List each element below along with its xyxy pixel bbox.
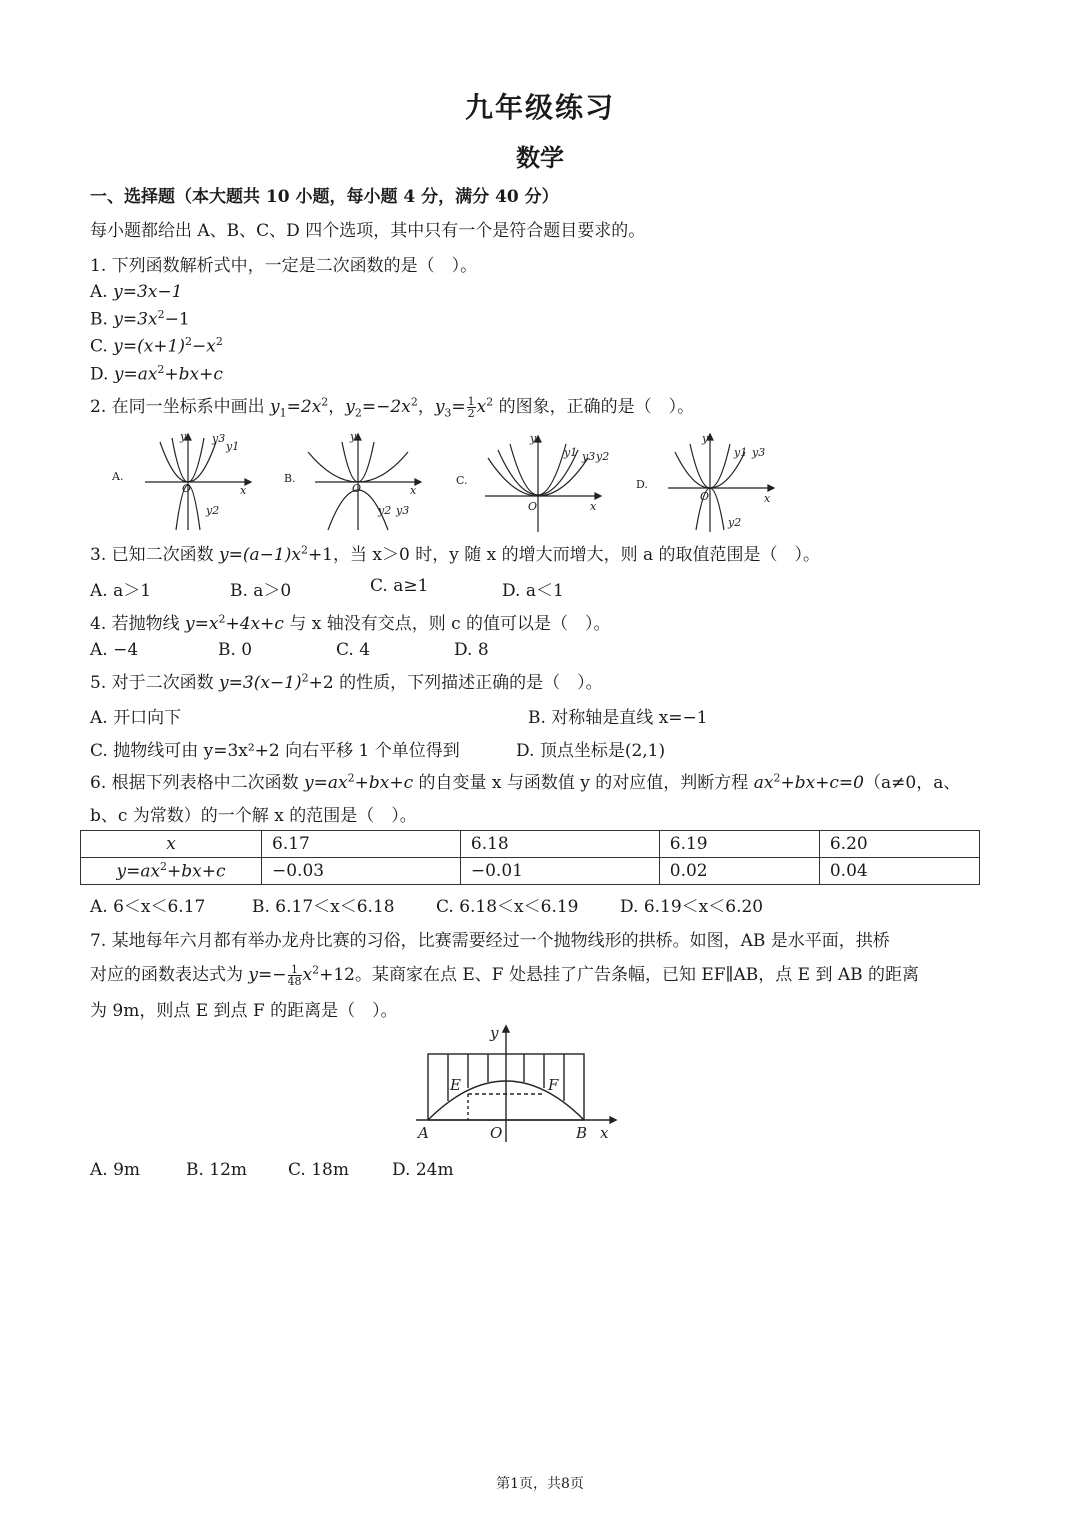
svg-text:y2: y2 [728, 516, 742, 529]
svg-text:y2: y2 [378, 504, 392, 517]
q3-option-b: B. a＞0 [230, 581, 292, 601]
q5-option-b: B. 对称轴是直线 x=−1 [528, 708, 708, 728]
svg-text:O: O [182, 482, 192, 495]
q7-origin: O [490, 1124, 503, 1142]
section-heading: 一、选择题（本大题共 10 小题，每小题 4 分，满分 40 分） [90, 187, 559, 207]
svg-text:y3: y3 [212, 432, 226, 445]
table-row [81, 858, 980, 885]
svg-text:y1: y1 [564, 446, 578, 459]
svg-text:x: x [240, 484, 247, 497]
table-cell: 6.18 [460, 831, 659, 858]
svg-text:y: y [530, 432, 537, 445]
q3-option-c: C. a≥1 [370, 576, 429, 596]
subject-title: 数学 [516, 143, 564, 172]
q2-label-c: C. [456, 474, 468, 487]
table-cell: −0.03 [262, 858, 461, 885]
svg-text:y2: y2 [596, 450, 610, 463]
q3-option-d: D. a＜1 [502, 581, 564, 601]
q7-option-a: A. 9m [90, 1160, 141, 1180]
svg-text:x: x [590, 500, 597, 513]
svg-text:x: x [764, 492, 771, 505]
q2-label-a: A. [112, 470, 124, 483]
svg-text:O: O [700, 490, 710, 503]
svg-text:y1: y1 [226, 440, 240, 453]
q2-label-b: B. [284, 472, 296, 485]
table-cell: 0.04 [819, 858, 979, 885]
q4-option-b: B. 0 [218, 640, 253, 660]
q7-point-f: F [548, 1076, 559, 1094]
q7-line3: 为 9m，则点 E 到点 F 的距离是（ ）。 [90, 1001, 398, 1021]
q7-line1: 7. 某地每年六月都有举办龙舟比赛的习俗，比赛需要经过一个抛物线形的拱桥。如图，AB 是水平面，拱桥 [90, 931, 890, 951]
q6-stem: 6. 根据下列表格中二次函数 $y=ax^2+bx+c$ 的自变量 x 与函数值 y 的对应值，判断方程 $ax^2+bx+c=0(a\ne 0$，a、 [90, 771, 961, 793]
q5-option-d: D. 顶点坐标是(2,1) [516, 741, 666, 761]
q7-point-e: E [450, 1076, 461, 1094]
svg-text:y2: y2 [206, 504, 220, 517]
q7-point-a: A [418, 1124, 429, 1142]
svg-text:y: y [180, 430, 187, 443]
table-cell: 6.20 [819, 831, 979, 858]
q7-option-b: B. 12m [186, 1160, 248, 1180]
q7-line2: 对应的函数表达式为 y=− $\frac{1}{48}$ $x^2+12$。某商家在点 E、F 处悬挂了广告条幅，已知 EF∥AB，点 E 到 AB 的距离 [90, 963, 920, 988]
svg-text:O: O [352, 482, 362, 495]
svg-text:y3: y3 [396, 504, 410, 517]
table-cell: −0.01 [460, 858, 659, 885]
q6-option-d: D. 6.19＜x＜6.20 [620, 897, 764, 917]
q1-option-b: B. $y=3x^2-1$ [90, 308, 190, 330]
svg-text:x: x [410, 484, 417, 497]
q6-option-b: B. 6.17＜x＜6.18 [252, 897, 395, 917]
page-footer: 第1页，共8页 [496, 1476, 584, 1492]
q1-option-a: A. y=3x−1 [90, 282, 183, 302]
table-header-y: $y=ax^2+bx+c$ [81, 858, 262, 885]
q2-label-d: D. [636, 478, 648, 491]
table-header-x: x [81, 831, 262, 858]
q2-stem: 2. 在同一坐标系中画出 $y_1=2x^2$，$y_2=-2x^2$，$y_3=$ $\frac{1}{2}$ $x^2$ 的图象，正确的是（ ）。 [90, 395, 695, 420]
q3-option-a: A. a＞1 [90, 581, 152, 601]
svg-text:y3: y3 [582, 450, 596, 463]
q5-option-a: A. 开口向下 [90, 708, 182, 728]
q7-option-c: C. 18m [288, 1160, 349, 1180]
table-cell: 0.02 [659, 858, 819, 885]
svg-text:y: y [702, 432, 709, 445]
q5-stem: 5. 对于二次函数 $y=3(x-1)^2+2$ 的性质，下列描述正确的是（ ）。 [90, 671, 603, 693]
table-cell: 6.17 [262, 831, 461, 858]
q1-option-c: C. $y=(x+1)^2-x^2$ [90, 335, 223, 357]
q7-axis-y: y [490, 1024, 499, 1042]
q6-stem-line2: b、c 为常数）的一个解 x 的范围是（ ）。 [90, 806, 417, 826]
q1-option-d: D. $y=ax^2+bx+c$ [90, 363, 223, 385]
q1-stem: 1. 下列函数解析式中，一定是二次函数的是（ ）。 [90, 256, 478, 276]
q7-option-d: D. 24m [392, 1160, 454, 1180]
page-title: 九年级练习 [464, 91, 615, 124]
table-cell: 6.19 [659, 831, 819, 858]
q7-bridge-figure [410, 1022, 620, 1148]
table-row [81, 831, 980, 858]
svg-text:y1: y1 [734, 446, 748, 459]
q6-value-table [80, 830, 980, 885]
q3-stem: 3. 已知二次函数 $y=(a-1)x^2+1$，当 x＞0 时，y 随 x 的增大而增大，则 a 的取值范围是（ ）。 [90, 543, 821, 565]
svg-text:y: y [350, 430, 357, 443]
q6-option-c: C. 6.18＜x＜6.19 [436, 897, 579, 917]
svg-text:y3: y3 [752, 446, 766, 459]
q2-graph-options [100, 430, 800, 535]
q6-option-a: A. 6＜x＜6.17 [90, 897, 206, 917]
q4-option-d: D. 8 [454, 640, 489, 660]
q7-point-b: B [576, 1124, 588, 1142]
section-instruction: 每小题都给出 A、B、C、D 四个选项，其中只有一个是符合题目要求的。 [90, 221, 646, 241]
q4-option-c: C. 4 [336, 640, 371, 660]
svg-text:O: O [528, 500, 538, 513]
q7-axis-x: x [600, 1124, 609, 1142]
q4-stem: 4. 若抛物线 $y=x^2+4x+c$ 与 x 轴没有交点，则 c 的值可以是（ ）。 [90, 612, 611, 634]
q4-option-a: A. −4 [90, 640, 139, 660]
q5-option-c: C. 抛物线可由 y=3x²+2 向右平移 1 个单位得到 [90, 741, 460, 761]
